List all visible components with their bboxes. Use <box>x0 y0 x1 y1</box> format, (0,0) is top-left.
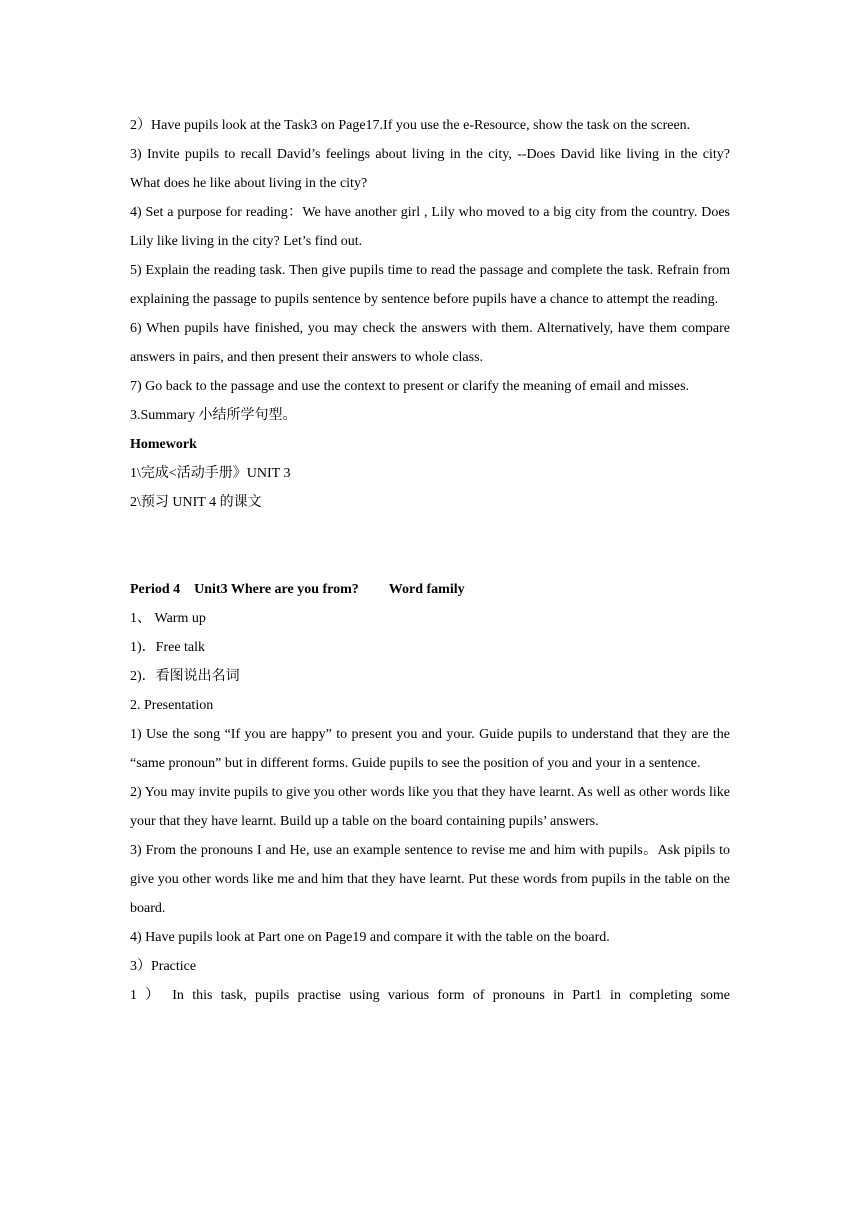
period-heading <box>130 575 730 604</box>
paragraph-context-meaning: 7) Go back to the passage and use the context to present or clarify the meaning of email and misses. <box>130 379 690 394</box>
section-spacer <box>130 517 730 575</box>
practice-heading: 3）Practice <box>130 959 197 974</box>
homework-item-2: 2\预习 UNIT 4 的课文 <box>130 495 262 510</box>
paragraph-practice-task: 1 ） In this task, pupils practise using various form of pronouns in Part1 in completing some <box>130 988 730 1003</box>
picture-nouns-item: 2)．看图说出名词 <box>130 669 240 684</box>
paragraph-recall-david: 3) Invite pupils to recall David’s feelings about living in the city, --Does David like living in the city? What does he like about living in the city? <box>130 147 730 191</box>
period-topic: Word family <box>388 582 465 597</box>
homework-heading: Homework <box>130 437 197 452</box>
homework-item-1: 1\完成<活动手册》UNIT 3 <box>130 466 291 481</box>
free-talk-item: 1)．Free talk <box>130 640 206 655</box>
paragraph-check-answers: 6) When pupils have finished, you may check the answers with them. Alternatively, have them compare answers in pairs, and then present their answers to whole class. <box>130 321 730 365</box>
paragraph-reading-task: 5) Explain the reading task. Then give pupils time to read the passage and complete the task. Refrain from explaining the passage to pupils sentence by sentence before pupils have a chance to attempt the reading. <box>130 263 730 307</box>
paragraph-song: 1) Use the song “If you are happy” to present you and your. Guide pupils to understand that they are the “same pronoun” but in different forms. Guide pupils to see the position of you and your in a sentence. <box>130 727 730 771</box>
period-label: Period 4 <box>130 582 181 597</box>
paragraph-task3: 2）Have pupils look at the Task3 on Page17.If you use the e-Resource, show the task on the screen. <box>130 118 691 133</box>
paragraph-reading-purpose: 4) Set a purpose for reading：We have another girl , Lily who moved to a big city from the country. Does Lily like living in the city? Let’s find out. <box>130 205 730 249</box>
paragraph-part-one: 4) Have pupils look at Part one on Page19 and compare it with the table on the board. <box>130 930 610 945</box>
paragraph-other-words: 2) You may invite pupils to give you other words like you that they have learnt. As well as other words like your that they have learnt. Build up a table on the board containing pupils’ answers. <box>130 785 730 829</box>
period-unit: Unit3 Where are you from? <box>194 582 359 597</box>
presentation-heading: 2. Presentation <box>130 698 214 713</box>
paragraph-pronouns: 3) From the pronouns I and He, use an example sentence to revise me and him with pupils。Ask pipils to give you other words like me and him that they have learnt. Put these words from pupils in the table on the board. <box>130 843 730 916</box>
warm-up-heading: 1、 Warm up <box>130 611 206 626</box>
document-body <box>130 111 730 1010</box>
paragraph-summary: 3.Summary 小结所学句型。 <box>130 408 297 423</box>
